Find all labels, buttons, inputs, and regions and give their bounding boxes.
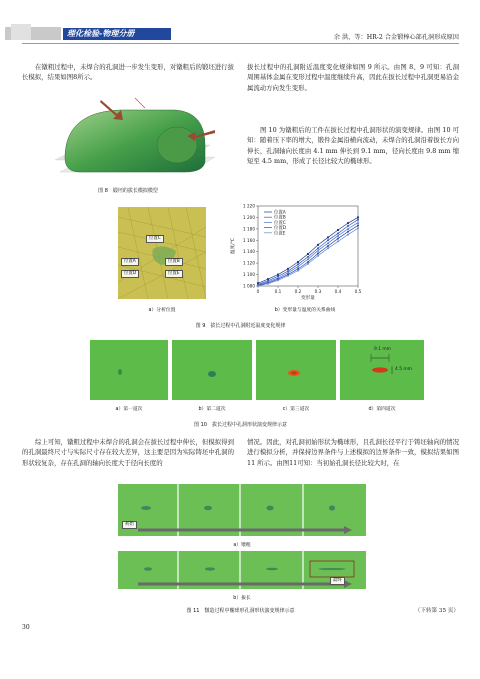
data-point [297, 263, 299, 265]
legend-entry: 位置E [274, 231, 286, 237]
fig10-sub-a: a）第一道次 [115, 407, 143, 412]
data-point [357, 219, 359, 221]
data-point [277, 279, 279, 281]
continued-note: （下转第 35 页） [414, 608, 459, 614]
fig10-panel-a [90, 340, 168, 400]
data-point [347, 234, 349, 236]
fig10-sub-c: c）第三道次 [282, 407, 310, 412]
series-line-4 [258, 225, 358, 285]
data-point [297, 270, 299, 272]
fig11-row-b [118, 551, 366, 589]
x-tick-label: 0.2 [294, 289, 302, 294]
x-tick-label: 0.5 [354, 289, 362, 294]
fig9a-tag-e: 位置E [165, 270, 183, 278]
fig9a-subcaption: a）分析位置 [148, 308, 176, 313]
fig8-caption: 图 8 锻坯的拔长模拟模型 [98, 188, 158, 194]
series-line-1 [258, 217, 358, 283]
header-rule [22, 43, 459, 44]
fig10-caption: 图 10 拔长过程中孔洞形状演变规律示意 [194, 422, 287, 428]
y-tick-label: 1 220 [243, 203, 255, 209]
fig9a-tag-d: 位置D [121, 270, 139, 278]
x-tick-label: 0.3 [314, 289, 322, 294]
data-point [257, 285, 259, 287]
series-line-2 [258, 220, 358, 285]
y-tick-label: 1 180 [243, 226, 255, 232]
fig8-image [45, 90, 220, 180]
fig11-tag-initial: 初始 [122, 521, 137, 529]
y-tick-label: 1 160 [243, 237, 255, 243]
fig9-caption: 图 9 拔长过程中孔洞附近温度变化规律 [195, 323, 286, 329]
y-tick-label: 1 140 [243, 249, 255, 255]
x-tick-label: 0 [256, 289, 260, 294]
legend-entry: 位置D [274, 226, 287, 232]
fig11-tag-final: 最终 [330, 577, 345, 585]
fig11-sub-a: a）镦粗 [233, 543, 251, 548]
y-tick-label: 1 100 [243, 272, 255, 278]
left-top-paragraph: 在镦粗过程中，未焊合的孔洞进一步发生变形，对镦粗后的锻坯进行拔长模拟，结果如图8所示。 [22, 63, 234, 82]
legend-entry: 位置A [274, 210, 286, 216]
legend-entry: 位置C [274, 220, 286, 226]
fig10-sub-d: d）第四道次 [368, 407, 396, 412]
x-axis-label: 变形量 [301, 296, 315, 301]
data-point [267, 278, 269, 280]
fig9a-image [118, 207, 206, 299]
data-point [317, 255, 319, 257]
data-point [347, 222, 349, 224]
y-axis-label: 温度/℃ [231, 238, 236, 254]
page-number: 30 [22, 624, 30, 631]
data-point [277, 274, 279, 276]
fig9a-tag-c: 位置C [146, 235, 164, 243]
fig9b-subcaption: b）变形量与温度的关系曲线 [274, 308, 336, 313]
data-point [357, 216, 359, 218]
data-point [297, 261, 299, 263]
data-point [337, 232, 339, 234]
fig10-dim-length: 9.1 mm [374, 347, 391, 352]
y-tick-label: 1 120 [243, 260, 255, 266]
left-bottom-paragraph: 综上可知，镦粗过程中未焊合的孔洞会在拔长过程中伸长，但模拟得到的孔洞最终尺寸与实际尺寸存在较大差异，这主要是因为实际铸坯中孔洞的形状较复杂，存在孔洞的轴向长度大于径向长度的 [22, 438, 234, 467]
chart-plot-frame [258, 206, 358, 286]
fig10-panel-d [340, 340, 424, 400]
fig11-sub-b: b）拔长 [233, 596, 251, 601]
data-point [327, 236, 329, 238]
data-point [337, 240, 339, 242]
data-point [287, 275, 289, 277]
data-point [307, 263, 309, 265]
data-point [317, 247, 319, 249]
fig9b-chart [228, 200, 368, 305]
data-point [357, 227, 359, 229]
data-point [327, 247, 329, 249]
fig11-row-a [118, 484, 366, 536]
x-tick-label: 0.1 [274, 289, 282, 294]
right-bottom-paragraph: 情况。因此，对孔洞初始形状为椭球形，且孔洞长径平行于铸坯轴向的情况进行模拟分析，并保持边界条件与上述模拟的边界条件一致，模拟结果如图 11 所示。由图11可知：当初始孔洞长径比较大时，在 [247, 438, 459, 467]
x-tick-label: 0.4 [334, 289, 342, 294]
legend-entry: 位置B [274, 215, 286, 221]
fig11-caption: 图 11 镦造过程中椭球形孔洞形状演变规律示意 [186, 608, 295, 614]
right-paragraph-1: 拔长过程中的孔洞附近温度变化规律如图 9 所示。由图 8、9 可知：孔洞周围基体金属在变形过程中温度继续升高，因此在拔长过程中孔洞更易沿金属流动方向发生变形。 [247, 63, 459, 92]
data-point [337, 229, 339, 231]
data-point [287, 268, 289, 270]
data-point [307, 253, 309, 255]
logo-text: 理化检验-物理分册 [67, 29, 135, 38]
fig10-panel-b [172, 340, 252, 400]
data-point [327, 239, 329, 241]
running-title: 余 洪，等：HR-2 合金锻棒心部孔洞形成原因 [333, 34, 459, 41]
fig10-panel-c [256, 340, 336, 400]
fig10-dim-width: 4.5 mm [395, 367, 412, 372]
header-logo [5, 22, 173, 42]
data-point [347, 225, 349, 227]
data-point [357, 221, 359, 223]
y-tick-label: 1 200 [243, 214, 255, 220]
data-point [317, 244, 319, 246]
data-point [267, 283, 269, 285]
y-tick-label: 1 080 [243, 283, 255, 289]
right-paragraph-2: 图 10 为镦粗后的工件在拔长过程中孔洞形状的演变规律。由图 10 可知：随着压下率的增大，锻件金属沿横向流动，未焊合的孔洞沿着拔长方向伸长，孔洞轴向长度由 4.1 mm 伸长到 9.1 mm，径向长度由 9.8 mm 缩短至 4.5 mm，形成了长径比较大的椭球形。 [247, 126, 459, 165]
fig10-sub-b: b）第二道次 [198, 407, 226, 412]
data-point [307, 256, 309, 258]
fig9a-tag-b: 位置B [165, 258, 183, 266]
fig9a-tag-a: 位置A [121, 258, 139, 266]
